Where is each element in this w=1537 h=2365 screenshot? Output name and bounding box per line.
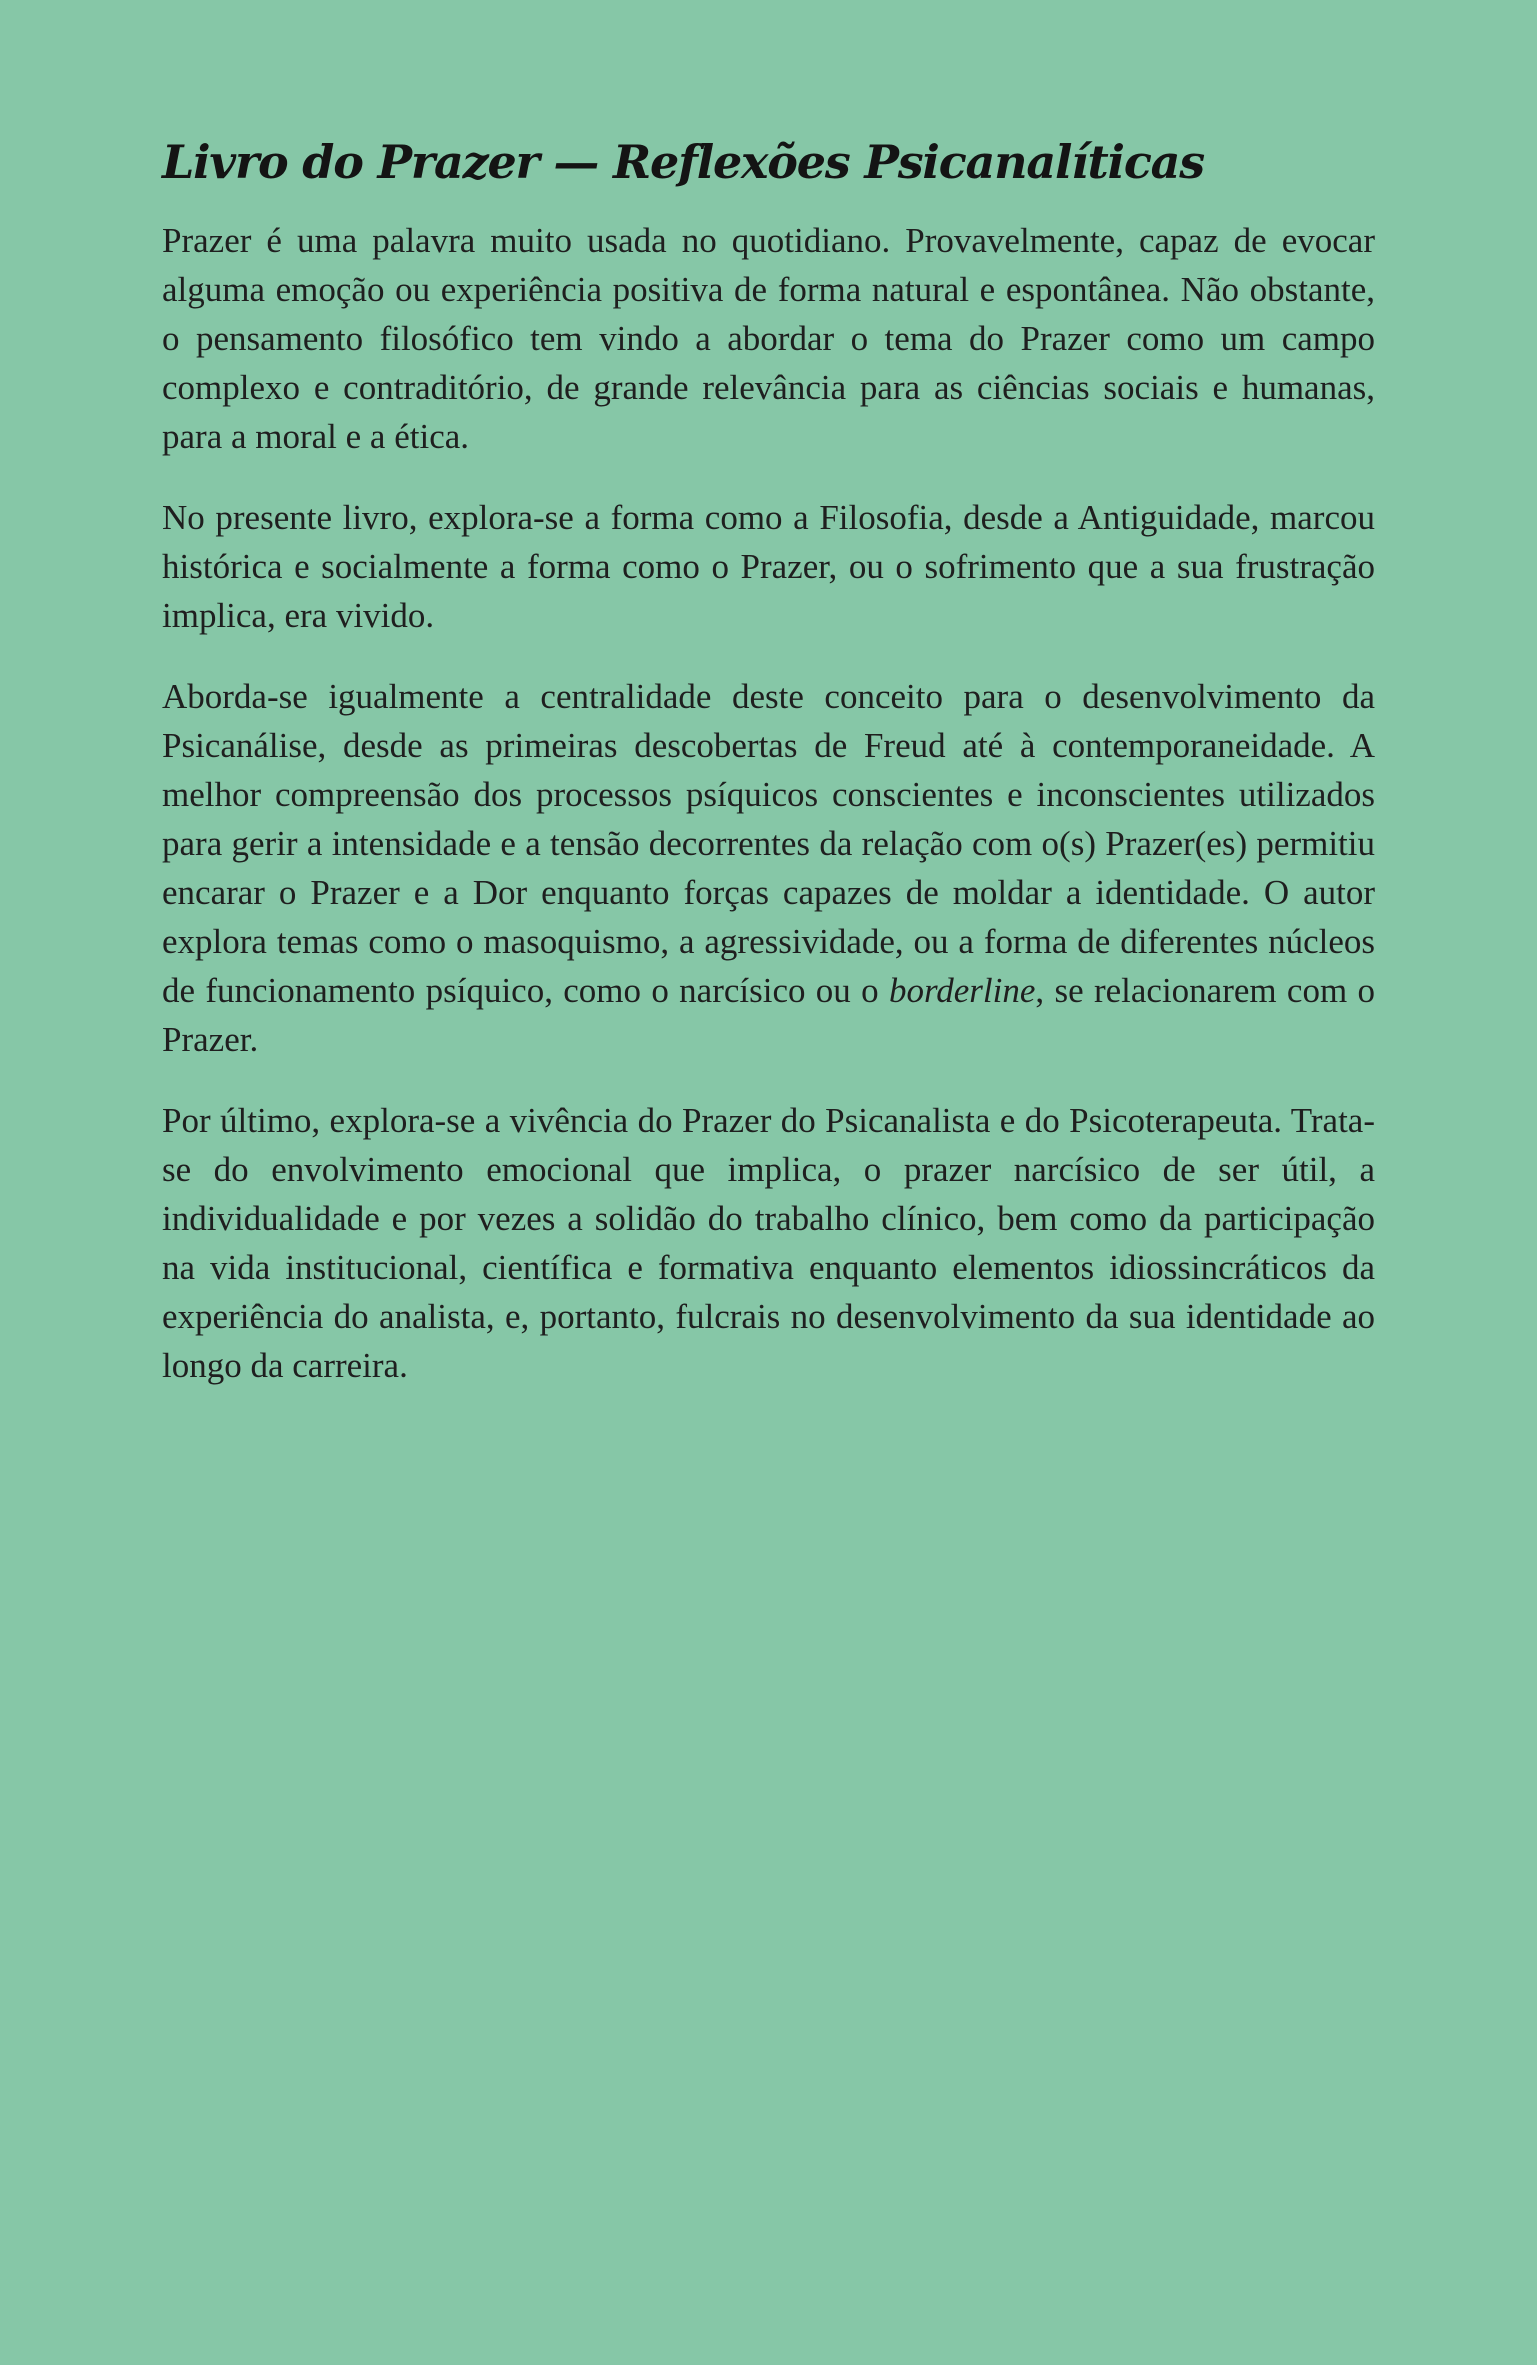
synopsis-paragraph-4: Por último, explora-se a vivência do Prazer do Psicanalista e do Psicoterapeuta. Trata-se do envolvimento emocional que implica, o prazer narcísico de ser útil, a individualidade e por vezes a solidão do trabalho clínico, bem como da participação na vida institucional, científica e formativa enquanto elementos idiossincráticos da experiência do analista, e, portanto, fulcrais no desenvolvimento da sua identidade ao longo da carreira.: [162, 1101, 1375, 1385]
synopsis-paragraph-3-end: , se relacionarem com o Prazer.: [162, 971, 1376, 1059]
synopsis-italic-term: borderline: [888, 971, 1036, 1010]
book-title: Livro do Prazer — Reflexões Psicanalíticas: [162, 135, 1204, 189]
synopsis-paragraph-1: Prazer é uma palavra muito usada no quotidiano. Provavelmente, capaz de evocar alguma emoção ou experiência positiva de forma natural e espontânea. Não obstante, o pensamento filosófico tem vindo a abordar o tema do Prazer como um campo complexo e contraditório, de grande relevância para as ciências sociais e humanas, para a moral e a ética.: [162, 221, 1375, 456]
synopsis-paragraph-3-text: Aborda-se igualmente a centralidade deste conceito para o desenvolvimento da Psicanálise, desde as primeiras descobertas de Freud até à contemporaneidade. A melhor compreensão dos processos psíquicos conscientes e inconscientes utilizados para gerir a intensidade e a tensão decorrentes da relação com o(s) Prazer(es) permitiu encarar o Prazer e a Dor enquanto forças capazes de moldar a identidade. O autor explora temas como o masoquismo, a agressividade, ou a forma de diferentes núcleos de funcionamento psíquico, como o narcísico ou o: [162, 677, 1375, 1010]
synopsis-paragraph-2: No presente livro, explora-se a forma como a Filosofia, desde a Antiguidade, marcou histórica e socialmente a forma como o Prazer, ou o sofrimento que a sua frustração implica, era vivido.: [162, 498, 1375, 635]
synopsis-paragraph-3: [162, 672, 1375, 1064]
